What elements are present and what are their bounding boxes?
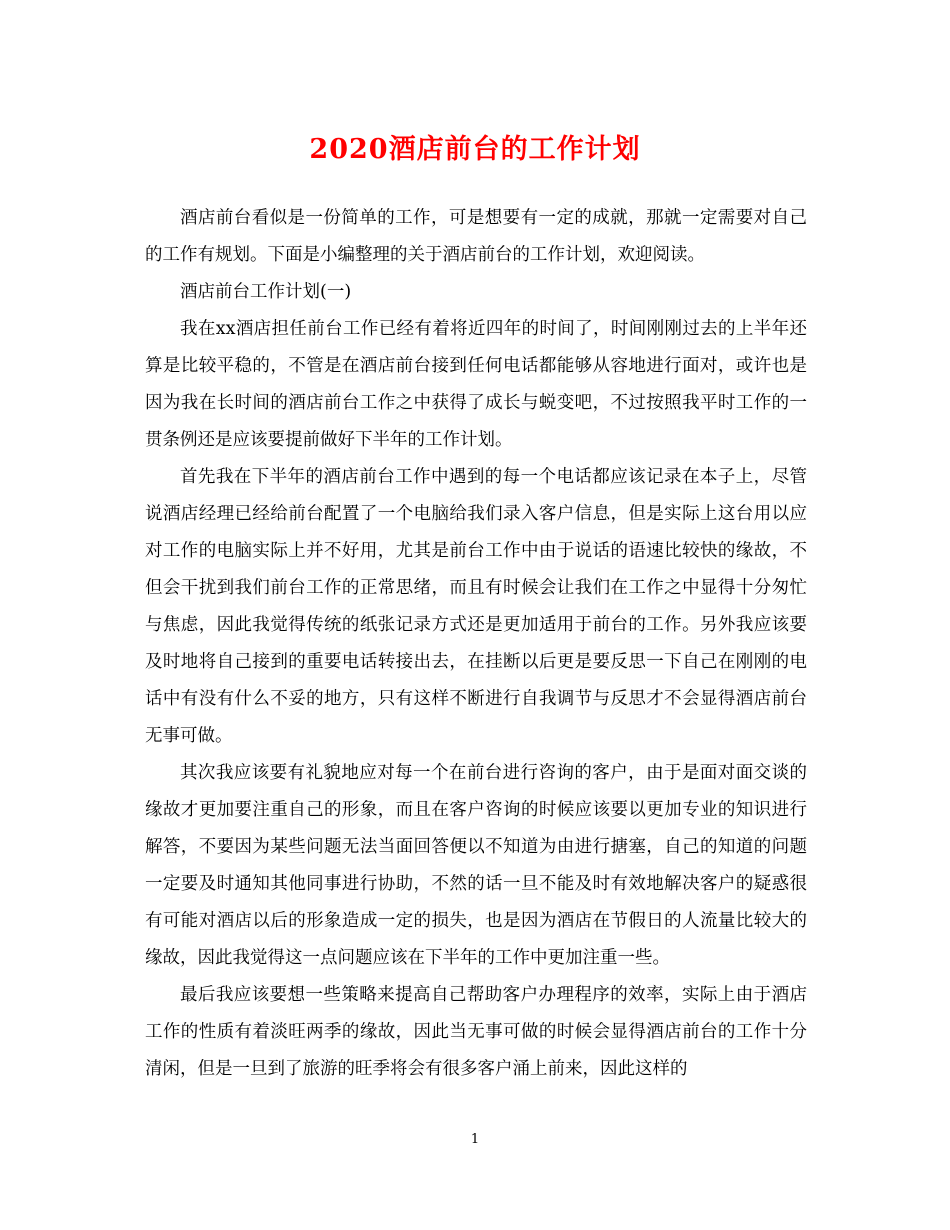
- paragraph: 我在xx酒店担任前台工作已经有着将近四年的时间了，时间刚刚过去的上半年还算是比较平稳的，不管是在酒店前台接到任何电话都能够从容地进行面对，或许也是因为我在长时间的酒店前台工作之中获得了成长与蜕变吧，不过按照我平时工作的一贯条例还是应该要提前做好下半年的工作计划。: [145, 319, 807, 450]
- document-body: [145, 200, 807, 1088]
- section-heading: 酒店前台工作计划(一): [180, 282, 352, 302]
- page-number: 1: [470, 1132, 480, 1147]
- paragraph-intro: 酒店前台看似是一份简单的工作，可是想要有一定的成就，那就一定需要对自己的工作有规划。下面是小编整理的关于酒店前台的工作计划，欢迎阅读。: [145, 208, 807, 265]
- paragraph: 首先我在下半年的酒店前台工作中遇到的每一个电话都应该记录在本子上，尽管说酒店经理已经给前台配置了一个电脑给我们录入客户信息，但是实际上这台用以应对工作的电脑实际上并不好用，尤其是前台工作中由于说话的语速比较快的缘故，不但会干扰到我们前台工作的正常思绪，而且有时候会让我们在工作之中显得十分匆忙与焦虑，因此我觉得传统的纸张记录方式还是更加适用于前台的工作。另外我应该要及时地将自己接到的重要电话转接出去，在挂断以后更是要反思一下自己在刚刚的电话中有没有什么不妥的地方，只有这样不断进行自我调节与反思才不会显得酒店前台无事可做。: [145, 467, 807, 746]
- paragraph: 最后我应该要想一些策略来提高自己帮助客户办理程序的效率，实际上由于酒店工作的性质有着淡旺两季的缘故，因此当无事可做的时候会显得酒店前台的工作十分清闲，但是一旦到了旅游的旺季将会有很多客户涌上前来，因此这样的: [145, 985, 807, 1079]
- document-title: 2020酒店前台的工作计划: [309, 134, 641, 165]
- paragraph: 其次我应该要有礼貌地应对每一个在前台进行咨询的客户，由于是面对面交谈的缘故才更加要注重自己的形象，而且在客户咨询的时候应该要以更加专业的知识进行解答，不要因为某些问题无法当面回答便以不知道为由进行搪塞，自己的知道的问题一定要及时通知其他同事进行协助，不然的话一旦不能及时有效地解决客户的疑惑很有可能对酒店以后的形象造成一定的损失，也是因为酒店在节假日的人流量比较大的缘故，因此我觉得这一点问题应该在下半年的工作中更加注重一些。: [145, 763, 807, 968]
